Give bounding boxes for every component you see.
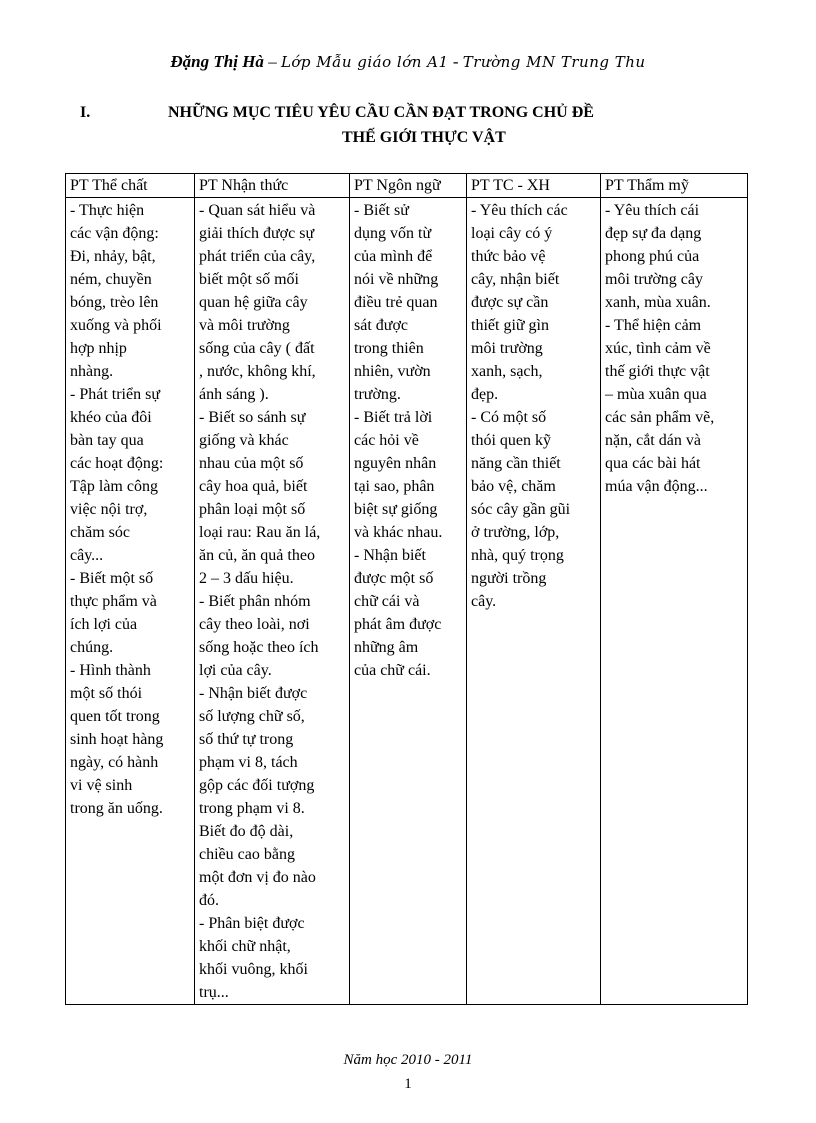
header-dash: –	[268, 52, 277, 71]
school-name: Trường MN Trung Thu	[462, 53, 646, 71]
cell-text-line: trường.	[354, 386, 401, 403]
cell-text-line: tại sao, phân	[354, 478, 435, 495]
cell-text-line: dụng vốn từ	[354, 225, 432, 242]
cell-text-line: - Biết trả lời	[354, 409, 433, 426]
cell-text-line: - Biết phân nhóm	[199, 593, 311, 610]
cell-social-emotional	[467, 198, 601, 1005]
cell-text-line: thiết giữ gìn	[471, 317, 549, 334]
cell-text-line: loại cây có ý	[471, 225, 553, 242]
cell-text-line: giống và khác	[199, 432, 289, 449]
cell-text-line: thực phẩm và	[70, 593, 157, 610]
cell-text-line: nhà, quý trọng	[471, 547, 564, 564]
cell-aesthetic	[601, 198, 748, 1005]
cell-text-line: trong thiên	[354, 340, 424, 357]
cell-text-line: một số thói	[70, 685, 143, 702]
cell-text-line: - Biết sử	[354, 202, 409, 219]
table-row	[66, 198, 748, 1005]
cell-text-line: phạm vi 8, tách	[199, 754, 298, 771]
cell-text-line: sóc cây gần gũi	[471, 501, 571, 518]
section-title-line2: THẾ GIỚI THỰC VẬT	[342, 129, 506, 146]
cell-text-line: - Biết so sánh sự	[199, 409, 306, 426]
cell-text-line: - Nhận biết được	[199, 685, 308, 702]
cell-text-line: chăm sóc	[70, 524, 130, 541]
cell-text-line: - Nhận biết	[354, 547, 426, 564]
cell-text-line: - Quan sát hiểu và	[199, 202, 316, 219]
cell-text-line: trụ...	[199, 984, 229, 1001]
cell-text-line: - Hình thành	[70, 662, 151, 679]
cell-text-line: thức bảo vệ	[471, 248, 546, 265]
cell-text-line: và khác nhau.	[354, 524, 443, 541]
header-physical: PT Thể chất	[66, 174, 195, 198]
cell-text-line: một đơn vị đo nào	[199, 869, 316, 886]
cell-language	[350, 198, 467, 1005]
cell-text-line: năng cần thiết	[471, 455, 561, 472]
cell-text-line: sống hoặc theo ích	[199, 639, 319, 656]
page-header	[0, 52, 816, 72]
cell-text-line: nhiên, vườn	[354, 363, 431, 380]
cell-text-line: chúng.	[70, 639, 114, 656]
cell-text-line: các vận động:	[70, 225, 159, 242]
cell-text-line: nặn, cắt dán và	[605, 432, 701, 449]
cell-text-line: các sản phẩm vẽ,	[605, 409, 715, 426]
author-name: Đặng Thị Hà	[170, 52, 264, 71]
cell-text-line: của chữ cái.	[354, 662, 431, 679]
cell-text-line: xanh, mùa xuân.	[605, 294, 711, 311]
cell-text-line: Biết đo độ dài,	[199, 823, 294, 840]
cell-text-line: phong phú của	[605, 248, 700, 265]
cell-text-line: số thứ tự trong	[199, 731, 294, 748]
cell-text-line: chữ cái và	[354, 593, 420, 610]
cell-text-line: ích lợi của	[70, 616, 138, 633]
cell-text-line: thế giới thực vật	[605, 363, 710, 380]
cell-text-line: các hỏi về	[354, 432, 419, 449]
cell-text-line: lợi của cây.	[199, 662, 272, 679]
cell-text-line: biệt sự giống	[354, 501, 438, 518]
cell-text-line: , nước, không khí,	[199, 363, 316, 380]
cell-text-line: cây.	[471, 593, 497, 610]
cell-text-line: môi trường cây	[605, 271, 703, 288]
cell-text-line: phát triển của cây,	[199, 248, 316, 265]
header-cognitive: PT Nhận thức	[195, 174, 350, 198]
cell-text-line: khối vuông, khối	[199, 961, 308, 978]
cell-text-line: xanh, sạch,	[471, 363, 543, 380]
cell-text-line: Đi, nhảy, bật,	[70, 248, 156, 265]
cell-text-line: và môi trường	[199, 317, 290, 334]
cell-text-line: đẹp.	[471, 386, 499, 403]
cell-text-line: điều trẻ quan	[354, 294, 438, 311]
cell-text-line: được sự cần	[471, 294, 549, 311]
cell-text-line: cây hoa quả, biết	[199, 478, 308, 495]
cell-text-line: 2 – 3 dấu hiệu.	[199, 570, 294, 587]
cell-text-line: - Thể hiện cảm	[605, 317, 702, 334]
cell-text-line: ánh sáng ).	[199, 386, 269, 403]
cell-text-line: môi trường	[471, 340, 543, 357]
page-number: 1	[404, 1076, 412, 1092]
cell-text-line: ném, chuyền	[70, 271, 152, 288]
cell-text-line: múa vận động...	[605, 478, 708, 495]
cell-text-line: – mùa xuân qua	[605, 386, 707, 403]
school-year: Năm học 2010 - 2011	[343, 1052, 473, 1068]
cell-text-line: bóng, trèo lên	[70, 294, 159, 311]
cell-text-line: - Phát triển sự	[70, 386, 160, 403]
cell-cognitive	[195, 198, 350, 1005]
header-dash: -	[452, 52, 459, 71]
cell-text-line: khéo của đôi	[70, 409, 152, 426]
goals-table	[65, 173, 748, 1005]
cell-text-line: - Yêu thích cái	[605, 202, 700, 219]
section-number: I.	[80, 104, 91, 121]
cell-text-line: quan hệ giữa cây	[199, 294, 308, 311]
class-name: Lớp Mẫu giáo lớn A1	[280, 53, 449, 71]
cell-text-line: đó.	[199, 892, 219, 909]
cell-text-line: - Biết một số	[70, 570, 154, 587]
cell-text-line: trong ăn uống.	[70, 800, 163, 817]
cell-text-line: xuống và phối	[70, 317, 162, 334]
cell-text-line: sống của cây ( đất	[199, 340, 315, 357]
header-social-emotional: PT TC - XH	[467, 174, 601, 198]
header-language: PT Ngôn ngữ	[350, 174, 467, 198]
cell-text-line: phân loại một số	[199, 501, 306, 518]
cell-text-line: những âm	[354, 639, 419, 656]
cell-text-line: - Yêu thích các	[471, 202, 568, 219]
cell-text-line: cây theo loài, nơi	[199, 616, 310, 633]
cell-text-line: phát âm được	[354, 616, 442, 633]
cell-text-line: ngày, có hành	[70, 754, 159, 771]
cell-text-line: nhàng.	[70, 363, 114, 380]
cell-text-line: nói về những	[354, 271, 439, 288]
cell-text-line: số lượng chữ số,	[199, 708, 305, 725]
cell-text-line: sát được	[354, 317, 409, 334]
cell-text-line: Tập làm công	[70, 478, 158, 495]
cell-text-line: hợp nhịp	[70, 340, 127, 357]
cell-text-line: nhau của một số	[199, 455, 304, 472]
cell-text-line: giải thích được sự	[199, 225, 315, 242]
cell-text-line: các hoạt động:	[70, 455, 164, 472]
cell-text-line: sinh hoạt hàng	[70, 731, 164, 748]
header-aesthetic: PT Thẩm mỹ	[601, 174, 748, 198]
cell-text-line: gộp các đối tượng	[199, 777, 315, 794]
cell-text-line: của mình để	[354, 248, 433, 265]
cell-text-line: người trồng	[471, 570, 547, 587]
cell-text-line: thói quen kỹ	[471, 432, 551, 449]
cell-text-line: trong phạm vi 8.	[199, 800, 305, 817]
table-header-row	[66, 174, 748, 198]
cell-text-line: đẹp sự đa dạng	[605, 225, 702, 242]
cell-text-line: vi vệ sinh	[70, 777, 133, 794]
cell-text-line: chiều cao bằng	[199, 846, 295, 863]
cell-physical	[66, 198, 195, 1005]
cell-text-line: loại rau: Rau ăn lá,	[199, 524, 321, 541]
section-title-line1: NHỮNG MỤC TIÊU YÊU CẦU CẦN ĐẠT TRONG CHỦ ĐỀ	[168, 104, 594, 121]
cell-text-line: quen tốt trong	[70, 708, 160, 725]
cell-text-line: bảo vệ, chăm	[471, 478, 556, 495]
cell-text-line: nguyên nhân	[354, 455, 437, 472]
cell-text-line: bàn tay qua	[70, 432, 144, 449]
cell-text-line: - Có một số	[471, 409, 547, 426]
cell-text-line: cây...	[70, 547, 104, 564]
cell-text-line: biết một số mối	[199, 271, 299, 288]
cell-text-line: ăn củ, ăn quả theo	[199, 547, 315, 564]
cell-text-line: xúc, tình cảm về	[605, 340, 711, 357]
cell-text-line: - Thực hiện	[70, 202, 145, 219]
cell-text-line: qua các bài hát	[605, 455, 701, 472]
cell-text-line: việc nội trợ,	[70, 501, 148, 518]
cell-text-line: khối chữ nhật,	[199, 938, 291, 955]
cell-text-line: cây, nhận biết	[471, 271, 560, 288]
cell-text-line: ở trường, lớp,	[471, 524, 560, 541]
cell-text-line: được một số	[354, 570, 434, 587]
cell-text-line: - Phân biệt được	[199, 915, 305, 932]
